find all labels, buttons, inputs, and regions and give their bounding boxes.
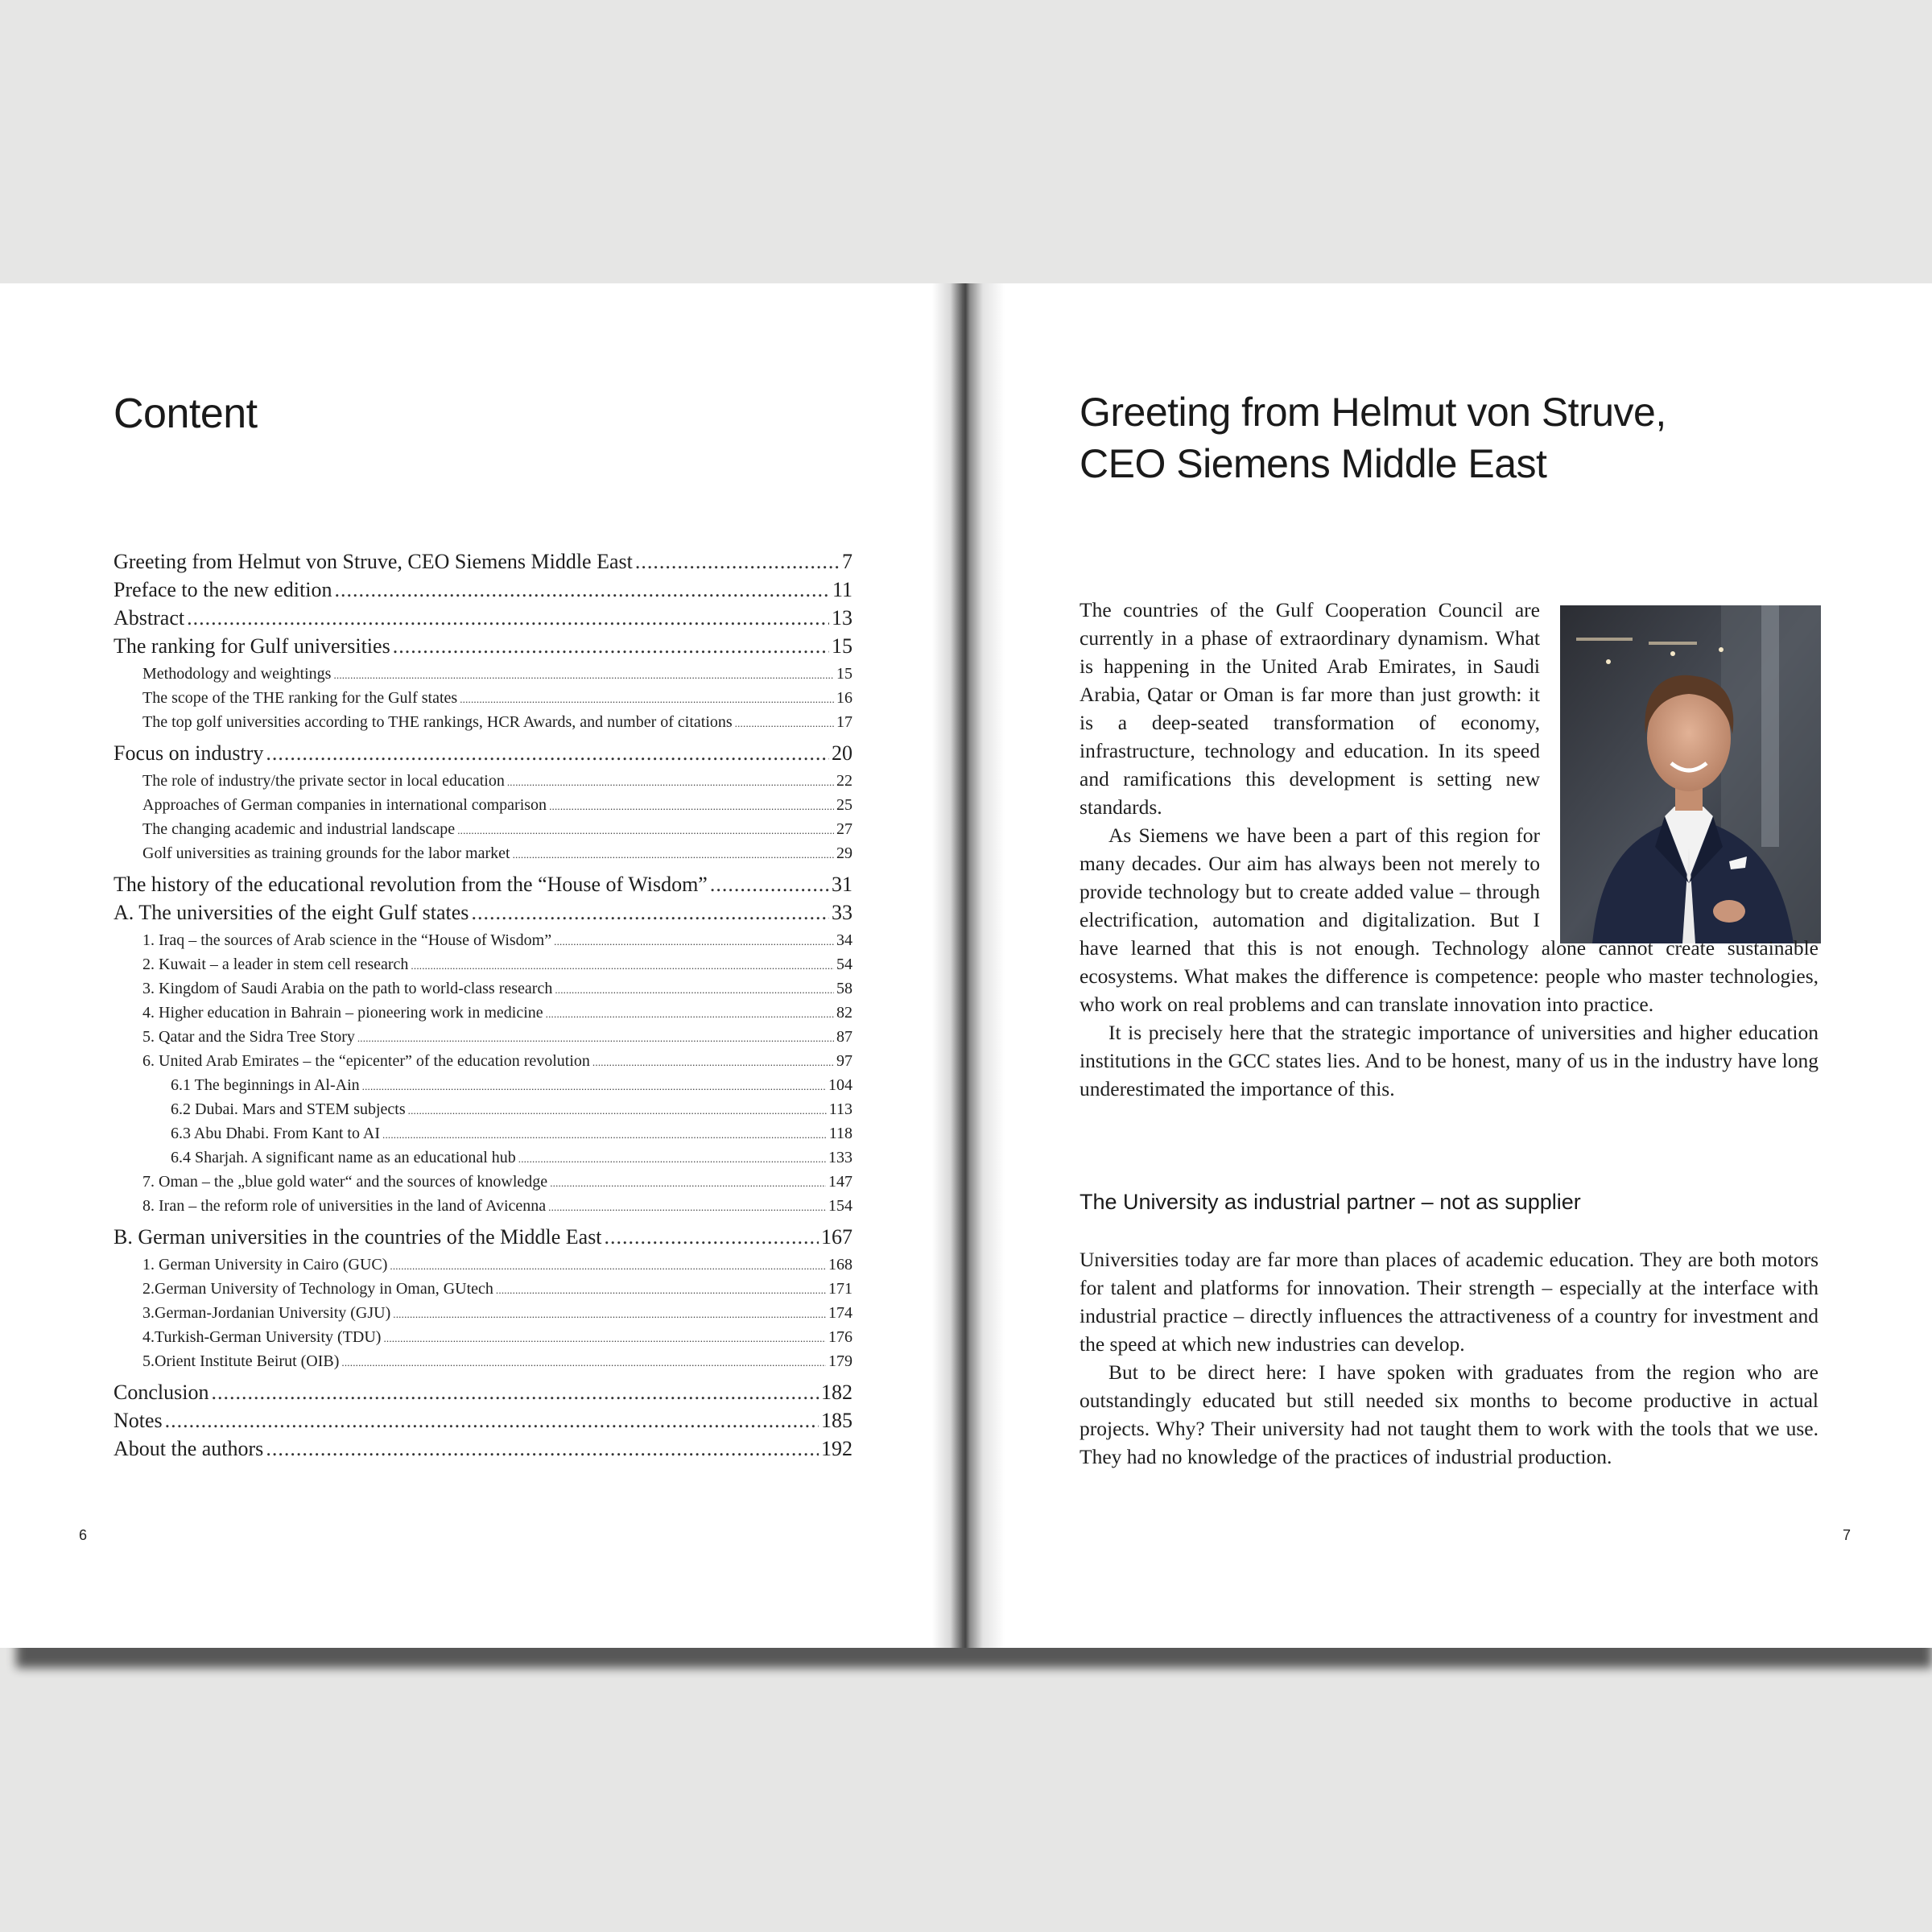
toc-leader-dots [550, 1170, 826, 1194]
toc-leader-dots [341, 1349, 826, 1373]
toc-entry-title: Notes [114, 1409, 163, 1432]
toc-entry [114, 1406, 852, 1435]
toc-entry-page: 104 [828, 1076, 852, 1094]
toc-entry-page: 167 [821, 1225, 852, 1249]
toc-entry-title: 6.1 The beginnings in Al-Ain [171, 1076, 360, 1094]
toc-entry [114, 739, 852, 767]
toc-leader-dots [393, 632, 829, 660]
toc-entry-page: 179 [828, 1352, 852, 1370]
toc-entry-page: 82 [836, 1004, 852, 1022]
page-number-left: 6 [79, 1527, 88, 1543]
toc-entry-page: 185 [821, 1409, 852, 1432]
toc-entry [114, 952, 852, 976]
toc-title: Content [114, 390, 258, 437]
toc-entry [114, 1378, 852, 1406]
toc-entry-page: 118 [828, 1125, 852, 1142]
toc-entry-title: 2. Kuwait – a leader in stem cell research [142, 956, 409, 973]
toc-leader-dots [592, 1049, 834, 1073]
toc-entry-page: 34 [836, 931, 852, 949]
toc-entry-page: 182 [821, 1381, 852, 1404]
toc-entry [114, 1325, 852, 1349]
toc-entry-title: The history of the educational revolution from the “House of Wisdom” [114, 873, 708, 896]
toc-entry [114, 1435, 852, 1463]
toc-entry-page: 27 [836, 820, 852, 838]
toc-leader-dots [187, 604, 829, 632]
toc-entry-page: 29 [836, 844, 852, 862]
paragraph-4: Universities today are far more than places of academic education. They are both motors for talent and platforms for innovation. Their strength – especially at the interface with industrial practice – directly influences the attractiveness of a country for investment and the speed at which new industries can develop. [1080, 1248, 1818, 1356]
toc-entry-page: 20 [832, 741, 852, 765]
toc-leader-dots [333, 662, 834, 686]
toc-entry [114, 1223, 852, 1251]
toc-entry [114, 769, 852, 793]
toc-leader-dots [411, 952, 834, 976]
toc-entry-page: 16 [836, 689, 852, 707]
toc-entry-page: 168 [828, 1256, 852, 1274]
toc-entry-title: B. German universities in the countries of the Middle East [114, 1225, 602, 1249]
toc-entry-page: 58 [836, 980, 852, 997]
toc-entry-page: 25 [836, 796, 852, 814]
greeting-title-line2: CEO Siemens Middle East [1080, 441, 1547, 486]
toc-leader-dots [635, 547, 840, 576]
toc-entry [114, 1049, 852, 1073]
toc-entry-title: The role of industry/the private sector in local education [142, 772, 505, 790]
toc-leader-dots [457, 817, 834, 841]
toc-leader-dots [211, 1378, 819, 1406]
toc-entry [114, 686, 852, 710]
toc-entry-title: Focus on industry [114, 741, 264, 765]
paragraph-1: The countries of the Gulf Cooperation Council are currently in a phase of extraordinary dynamism. What is happening in the United Arab Emirates, in Saudi Arabia, Qatar or Oman is far more than just growth: it is a deep-seated transformation of economy, infrastructure, technology and education. In its speed and ramifications this development is setting new standards. [1080, 598, 1540, 819]
toc-entry-page: 7 [842, 550, 852, 573]
toc-leader-dots [357, 1025, 834, 1049]
toc-entry [114, 576, 852, 604]
toc-entry-title: Approaches of German companies in international comparison [142, 796, 547, 814]
toc-leader-dots [507, 769, 834, 793]
toc-entry-title: 6.2 Dubai. Mars and STEM subjects [171, 1100, 406, 1118]
toc-leader-dots [390, 1253, 826, 1277]
toc-leader-dots [549, 793, 834, 817]
toc-entry-title: 5.Orient Institute Beirut (OIB) [142, 1352, 340, 1370]
toc-leader-dots [554, 928, 834, 952]
toc-entry-page: 147 [828, 1173, 852, 1191]
toc-entry [114, 632, 852, 660]
toc-leader-dots [334, 576, 830, 604]
toc-entry-title: Preface to the new edition [114, 578, 332, 601]
toc-entry-title: 3. Kingdom of Saudi Arabia on the path to world-class research [142, 980, 553, 997]
toc-entry-title: About the authors [114, 1437, 264, 1460]
toc-entry-page: 113 [828, 1100, 852, 1118]
greeting-title-line1: Greeting from Helmut von Struve, [1080, 390, 1666, 435]
toc-leader-dots [408, 1097, 827, 1121]
paragraph-3: It is precisely here that the strategic importance of universities and higher education institutions in the GCC states lies. And to be honest, many of us in the industry have long underestimated the importance of this. [1080, 1021, 1818, 1100]
toc-entry-title: The top golf universities according to THE rankings, HCR Awards, and number of citations [142, 713, 733, 731]
toc-entry-title: 6.4 Sharjah. A significant name as an educational hub [171, 1149, 516, 1166]
toc-entry [114, 898, 852, 927]
section-subheading: The University as industrial partner – not as supplier [1080, 1190, 1581, 1214]
toc-entry-title: Methodology and weightings [142, 665, 332, 683]
paragraph-2: As Siemens we have been a part of this region for many decades. Our aim has always been not merely to provide technology but to create added value – through electrification, automation and digitalization. But I have learned that this is not enough. Technology alone cannot create sustainable ecosystems. What makes the difference is competence: people who master technologies, who work on real problems and can translate innovation into practice. [1080, 824, 1818, 1016]
toc-leader-dots [555, 976, 834, 1001]
toc-entry [114, 841, 852, 865]
toc-entry-page: 17 [836, 713, 852, 731]
toc-entry [114, 1349, 852, 1373]
toc-entry-page: 87 [836, 1028, 852, 1046]
toc-leader-dots [605, 1223, 819, 1251]
toc-leader-dots [513, 841, 834, 865]
toc-entry-title: 8. Iran – the reform role of universities in the land of Avicenna [142, 1197, 547, 1215]
toc-leader-dots [266, 739, 829, 767]
toc-entry [114, 547, 852, 576]
toc-leader-dots [383, 1325, 826, 1349]
toc-entry-page: 54 [836, 956, 852, 973]
toc-entry-title: 7. Oman – the „blue gold water“ and the sources of knowledge [142, 1173, 548, 1191]
toc-entry-title: The changing academic and industrial landscape [142, 820, 456, 838]
toc-leader-dots [518, 1146, 826, 1170]
toc-entry [114, 1025, 852, 1049]
toc-entry-page: 97 [836, 1052, 852, 1070]
toc-entry-title: 1. Iraq – the sources of Arab science in the “House of Wisdom” [142, 931, 552, 949]
toc-entry-page: 33 [832, 901, 852, 924]
toc-entry-title: 3.German-Jordanian University (GJU) [142, 1304, 391, 1322]
toc-entry-title: The scope of the THE ranking for the Gulf states [142, 689, 458, 707]
toc-entry-title: 4.Turkish-German University (TDU) [142, 1328, 382, 1346]
toc-entry [114, 1097, 852, 1121]
toc-leader-dots [471, 898, 829, 927]
toc-leader-dots [460, 686, 834, 710]
toc-entry-page: 176 [828, 1328, 852, 1346]
toc-entry-title: 6.3 Abu Dhabi. From Kant to AI [171, 1125, 380, 1142]
toc-leader-dots [266, 1435, 819, 1463]
toc-entry-page: 13 [832, 606, 852, 630]
toc-entry-title: 4. Higher education in Bahrain – pioneering work in medicine [142, 1004, 543, 1022]
toc-entry-title: The ranking for Gulf universities [114, 634, 390, 658]
toc-entry-page: 192 [821, 1437, 852, 1460]
toc-entry-page: 31 [832, 873, 852, 896]
toc-entry [114, 928, 852, 952]
toc-entry-page: 174 [828, 1304, 852, 1322]
toc-entry-title: 5. Qatar and the Sidra Tree Story [142, 1028, 355, 1046]
toc-entry [114, 1001, 852, 1025]
toc-entry-page: 154 [828, 1197, 852, 1215]
toc-leader-dots [382, 1121, 827, 1146]
toc-entry [114, 1121, 852, 1146]
greeting-body-part1 [1080, 596, 1818, 1103]
toc-leader-dots [362, 1073, 826, 1097]
toc-entry [114, 1146, 852, 1170]
toc-entry [114, 793, 852, 817]
greeting-body-part2 [1080, 1245, 1818, 1471]
toc-leader-dots [548, 1194, 826, 1218]
toc-entry-title: A. The universities of the eight Gulf states [114, 901, 469, 924]
toc-entry-title: Abstract [114, 606, 185, 630]
toc-entry [114, 870, 852, 898]
toc-entry-page: 11 [832, 578, 852, 601]
toc-entry [114, 1194, 852, 1218]
toc-entry-page: 171 [828, 1280, 852, 1298]
toc-leader-dots [165, 1406, 819, 1435]
toc-entry [114, 604, 852, 632]
toc-leader-dots [735, 710, 834, 734]
table-of-contents [114, 547, 852, 1463]
toc-leader-dots [710, 870, 829, 898]
toc-entry [114, 1073, 852, 1097]
toc-entry [114, 662, 852, 686]
toc-entry-title: 1. German University in Cairo (GUC) [142, 1256, 388, 1274]
toc-leader-dots [393, 1301, 826, 1325]
toc-entry-page: 22 [836, 772, 852, 790]
toc-entry-title: 2.German University of Technology in Oman, GUtech [142, 1280, 493, 1298]
book-gutter [932, 283, 1005, 1648]
toc-entry-page: 133 [828, 1149, 852, 1166]
page-number-right: 7 [1843, 1527, 1852, 1543]
toc-entry [114, 1301, 852, 1325]
toc-leader-dots [496, 1277, 826, 1301]
toc-entry [114, 1277, 852, 1301]
toc-entry [114, 976, 852, 1001]
paragraph-5: But to be direct here: I have spoken with graduates from the region who are outstandingly educated but still needed six months to become productive in actual projects. Why? Their university had not taught them to work with the tools that we use. They had no knowledge of the practices of industrial production. [1080, 1360, 1818, 1468]
toc-leader-dots [546, 1001, 834, 1025]
toc-entry-title: Greeting from Helmut von Struve, CEO Siemens Middle East [114, 550, 633, 573]
photo-wrap-space [1540, 596, 1818, 934]
toc-entry-page: 15 [832, 634, 852, 658]
greeting-title [1080, 386, 1666, 489]
toc-entry [114, 710, 852, 734]
toc-entry-title: Conclusion [114, 1381, 209, 1404]
toc-entry [114, 817, 852, 841]
toc-entry-title: 6. United Arab Emirates – the “epicenter” of the education revolution [142, 1052, 590, 1070]
toc-entry [114, 1253, 852, 1277]
toc-entry-title: Golf universities as training grounds for the labor market [142, 844, 510, 862]
toc-entry-page: 15 [836, 665, 852, 683]
toc-entry [114, 1170, 852, 1194]
